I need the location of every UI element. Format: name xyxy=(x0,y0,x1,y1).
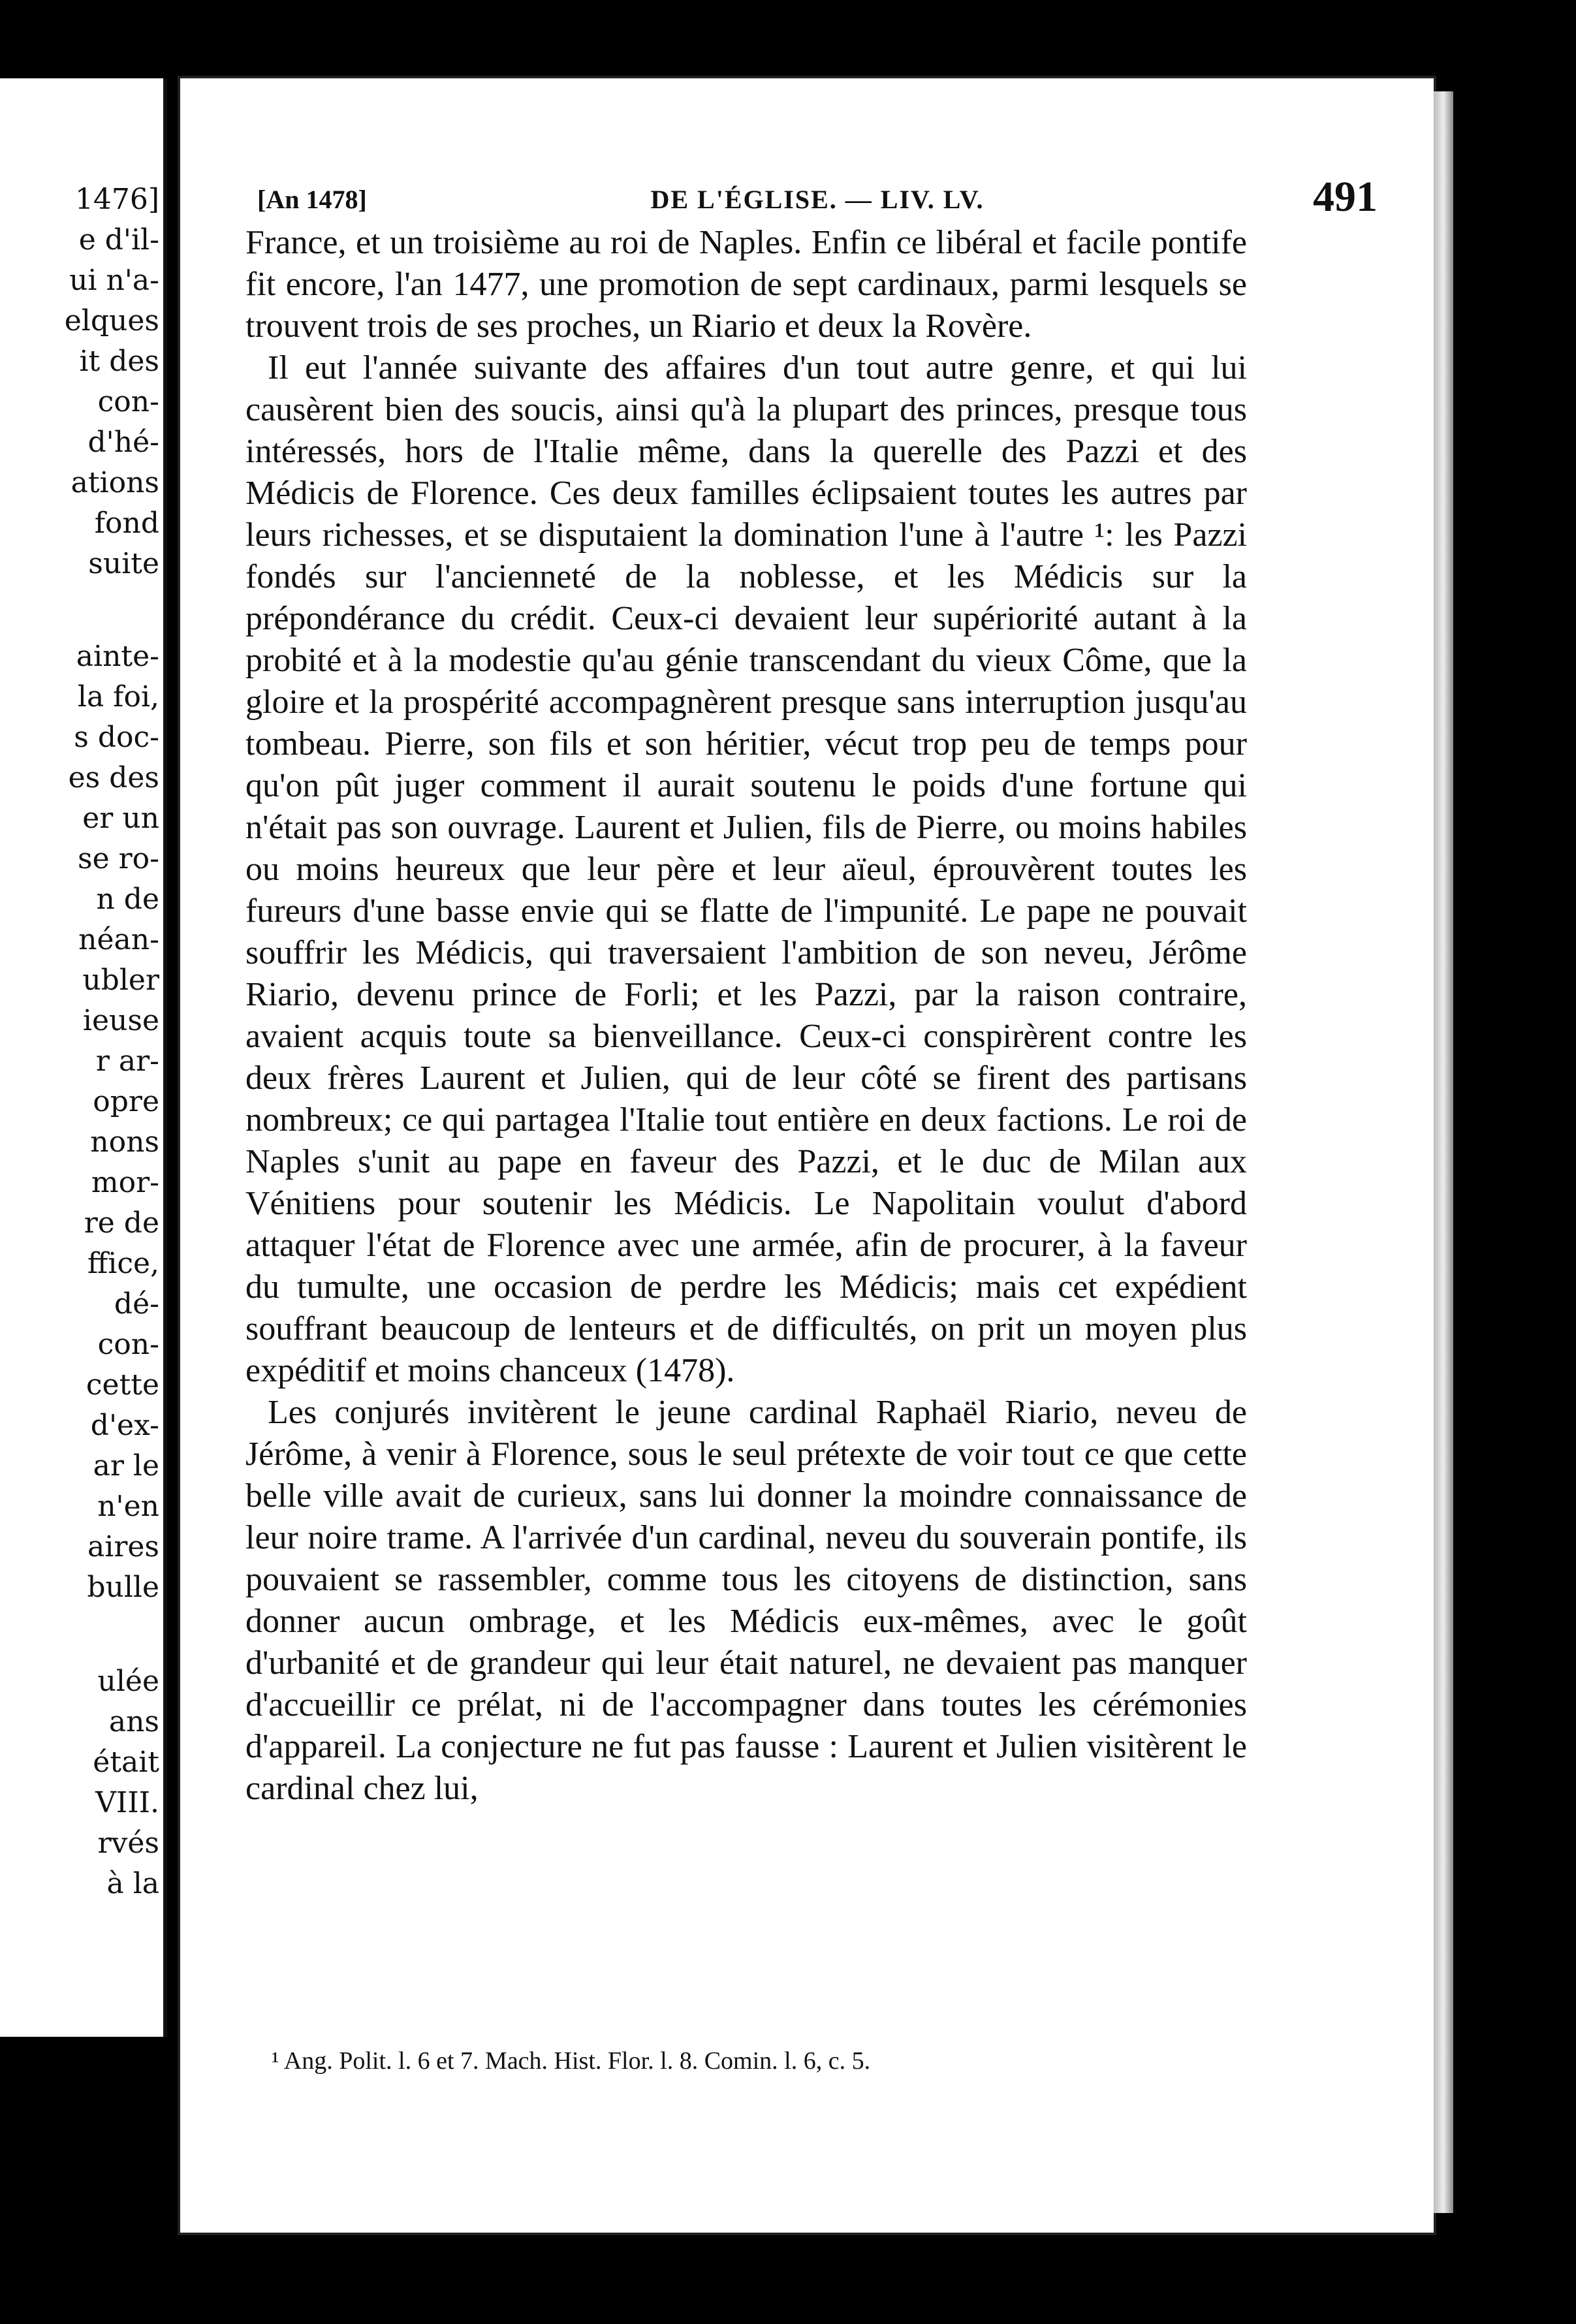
left-fragment: ieuse xyxy=(82,1004,159,1037)
left-fragment: VIII. xyxy=(95,1786,159,1819)
left-fragment: se ro- xyxy=(78,842,159,875)
left-fragment: elques xyxy=(64,304,159,338)
page-number: 491 xyxy=(1313,173,1378,221)
paragraph: Les conjurés invitèrent le jeune cardinal Raphaël Riario, neveu de Jérôme, à venir à Florence, sous le seul prétexte de voir tout ce que cette belle ville avait de curieux, sans lui donner la moindre connaissance de leur noire trame. A l'arrivée d'un cardinal, neveu du souverain pontife, ils pouvaient se rassembler, comme tous les citoyens de distinction, sans donner aucun ombrage, et les Médicis eux-mêmes, avec le goût d'urbanité et de grandeur qui leur était naturel, ne devaient pas manquer d'accueillir ce prélat, ni de l'accompagner dans toutes les cérémonies d'appareil. La conjecture ne fut pas fausse : Laurent et Julien visitèrent le cardinal chez lui, xyxy=(245,1394,1247,1807)
left-fragment: r ar- xyxy=(95,1044,159,1078)
footnote: ¹ Ang. Polit. l. 6 et 7. Mach. Hist. Flor. l. 8. Comin. l. 6, c. 5. xyxy=(272,2047,871,2075)
paragraph: France, et un troisième au roi de Naples. Enfin ce libéral et facile pontife fit encore, l'an 1477, une promotion de sept cardinaux, parmi lesquels se trouvent trois de ses proches, un Riario et deux la Rovère. xyxy=(245,224,1247,345)
left-fragment: 1476] xyxy=(74,183,159,216)
header-year: [An 1478] xyxy=(257,185,367,214)
left-fragment: re de xyxy=(84,1206,159,1240)
left-fragment: cette xyxy=(86,1368,159,1402)
left-fragment: ffice, xyxy=(87,1247,159,1280)
left-fragment: aires xyxy=(87,1530,159,1563)
left-fragment: d'hé- xyxy=(87,426,159,459)
running-header xyxy=(257,173,1378,222)
left-fragment: ations xyxy=(71,466,159,499)
left-fragment: à la xyxy=(106,1867,159,1900)
left-fragment: n'en xyxy=(97,1490,159,1523)
left-page xyxy=(0,78,167,2037)
left-fragment: rvés xyxy=(97,1827,159,1860)
left-fragment: es des xyxy=(68,761,159,794)
left-fragment: était xyxy=(93,1746,159,1779)
left-fragment: e d'il- xyxy=(78,223,159,257)
main-page xyxy=(180,78,1434,2233)
paragraph: Il eut l'année suivante des affaires d'un tout autre genre, et qui lui causèrent bien des soucis, ainsi qu'à la plupart des princes, presque tous intéressés, hors de l'Italie même, dans la querelle des Pazzi et des Médicis de Florence. Ces deux familles éclipsaient toutes les autres par leurs richesses, et se disputaient la domination l'une à l'autre ¹: les Pazzi fondés sur l'ancienneté de la noblesse, et les Médicis sur la prépondérance du crédit. Ceux-ci devaient leur supériorité autant à la probité et à la modestie qu'au génie transcendant du vieux Côme, que la gloire et la prospérité accompagnèrent presque sans interruption jusqu'au tombeau. Pierre, son fils et son héritier, vécut trop peu de temps pour qu'on pût juger comment il aurait soutenu le poids d'une fortune qui n'était pas son ouvrage. Laurent et Julien, fils de Pierre, ou moins habiles ou moins heureux que leur père et leur aïeul, éprouvèrent toutes les fureurs d'une basse envie qui se flatte de l'impunité. Le pape ne pouvait souffrir les Médicis, qui traversaient l'ambition de son neveu, Jérôme Riario, devenu prince de Forli; et les Pazzi, par la raison contraire, avaient acquis toute sa bienveillance. Ceux-ci conspirèrent contre les deux frères Laurent et Julien, qui de leur côté se firent des partisans nombreux; ce qui partagea l'Italie tout entière en deux factions. Le roi de Naples s'unit au pape en faveur des Pazzi, et le duc de Milan aux Vénitiens pour soutenir les Médicis. Le Napolitain voulut d'abord attaquer l'état de Florence avec une armée, afin de procurer, à la faveur du tumulte, une occasion de perdre les Médicis; mais cet expédient souffrant beaucoup de lenteurs et de difficultés, on prit un moyen plus expéditif et moins chanceux (1478). xyxy=(245,349,1247,1389)
left-fragment: con- xyxy=(97,385,159,418)
left-fragment: ar le xyxy=(93,1449,159,1483)
left-fragment: ui n'a- xyxy=(69,264,159,297)
left-fragment: dé- xyxy=(114,1287,159,1321)
left-fragment: ulée xyxy=(97,1665,159,1698)
left-fragment: suite xyxy=(88,547,159,580)
left-fragment: it des xyxy=(79,345,159,378)
left-fragment: ainte- xyxy=(76,640,159,673)
left-fragment: opre xyxy=(93,1085,159,1118)
left-fragment: la foi, xyxy=(77,680,159,714)
left-fragment: d'ex- xyxy=(90,1409,159,1442)
left-fragment: con- xyxy=(97,1328,159,1361)
left-fragment: ans xyxy=(108,1705,159,1738)
left-fragment: er un xyxy=(82,802,159,835)
left-fragment: s doc- xyxy=(74,721,159,754)
left-fragment: mor- xyxy=(91,1166,159,1199)
left-fragment: bulle xyxy=(87,1571,159,1604)
left-fragment: n de xyxy=(96,883,159,916)
left-fragment: nons xyxy=(90,1125,159,1159)
page-edge xyxy=(1434,91,1453,2213)
left-fragment: fond xyxy=(94,507,159,540)
header-title: DE L'ÉGLISE. — LIV. LV. xyxy=(650,185,985,214)
left-fragment: néan- xyxy=(78,923,159,956)
body-text xyxy=(245,222,1247,1810)
left-fragment: ubler xyxy=(82,964,159,997)
